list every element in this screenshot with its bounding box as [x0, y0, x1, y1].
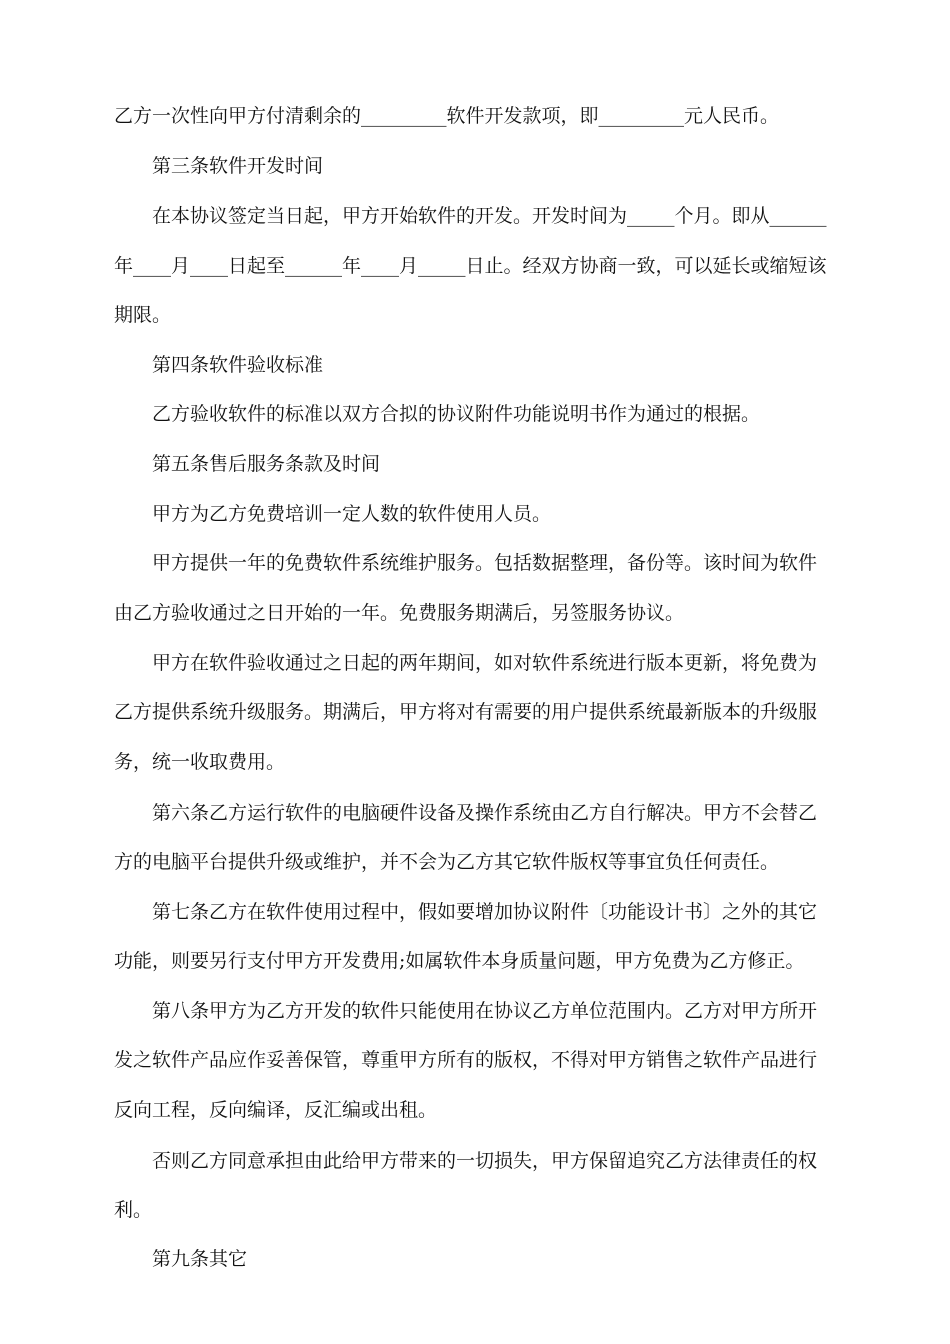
section-heading: 第九条其它: [152, 1248, 248, 1270]
text-line: 年____月____日起至______年____月_____日止。经双方协商一致，可以延长或缩短该: [114, 255, 827, 277]
text-line: 甲方为乙方免费培训一定人数的软件使用人员。: [152, 503, 552, 525]
text-line: 乙方验收软件的标准以双方合拟的协议附件功能说明书作为通过的根据。: [152, 403, 761, 425]
text-line: 第六条乙方运行软件的电脑硬件设备及操作系统由乙方自行解决。甲方不会替乙: [152, 802, 818, 824]
text-line: 发之软件产品应作妥善保管，尊重甲方所有的版权，不得对甲方销售之软件产品进行: [114, 1049, 818, 1071]
text-line: 第八条甲方为乙方开发的软件只能使用在协议乙方单位范围内。乙方对甲方所开: [152, 1000, 818, 1022]
text-line: 由乙方验收通过之日开始的一年。免费服务期满后，另签服务协议。: [114, 602, 685, 624]
section-heading: 第三条软件开发时间: [152, 155, 324, 177]
text-line: 反向工程，反向编译，反汇编或出租。: [114, 1099, 438, 1121]
text-line: 乙方一次性向甲方付清剩余的_________软件开发款项，即_________元人民币。: [114, 105, 780, 127]
text-line: 乙方提供系统升级服务。期满后，甲方将对有需要的用户提供系统最新版本的升级服: [114, 701, 818, 723]
text-line: 功能，则要另行支付甲方开发费用;如属软件本身质量问题，甲方免费为乙方修正。: [114, 950, 805, 972]
section-heading: 第五条售后服务条款及时间: [152, 453, 381, 475]
text-line: 务，统一收取费用。: [114, 751, 286, 773]
text-line: 在本协议签定当日起，甲方开始软件的开发。开发时间为_____个月。即从______: [152, 205, 827, 227]
text-line: 第七条乙方在软件使用过程中，假如要增加协议附件〔功能设计书〕之外的其它: [152, 901, 818, 923]
text-line: 否则乙方同意承担由此给甲方带来的一切损失，甲方保留追究乙方法律责任的权: [152, 1150, 818, 1172]
text-line: 方的电脑平台提供升级或维护，并不会为乙方其它软件版权等事宜负任何责任。: [114, 851, 780, 873]
text-line: 甲方在软件验收通过之日起的两年期间，如对软件系统进行版本更新，将免费为: [152, 652, 818, 674]
text-line: 期限。: [114, 304, 172, 326]
section-heading: 第四条软件验收标准: [152, 354, 324, 376]
text-line: 利。: [114, 1199, 153, 1221]
text-line: 甲方提供一年的免费软件系统维护服务。包括数据整理，备份等。该时间为软件: [152, 552, 818, 574]
